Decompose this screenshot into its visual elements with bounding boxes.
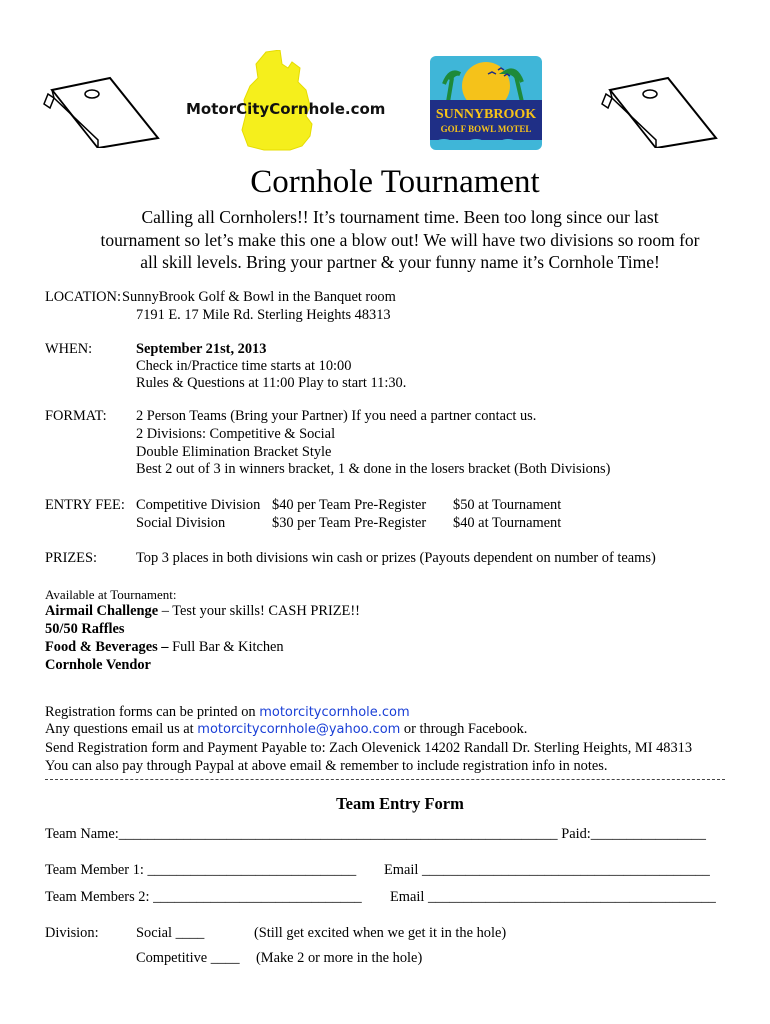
- fee-at-tournament: $40 at Tournament: [453, 515, 562, 531]
- airmail-line: [45, 603, 360, 621]
- competitive-division-field[interactable]: Competitive ____: [136, 950, 240, 966]
- fee-pre-register: $30 per Team Pre-Register: [272, 515, 427, 531]
- member-2-email-field[interactable]: Email ________________________________________: [390, 889, 716, 905]
- email-link[interactable]: motorcitycornhole@yahoo.com: [197, 722, 401, 737]
- cornhole-board-right-icon: [598, 72, 718, 148]
- food-title: Food & Beverages –: [45, 639, 169, 655]
- location-line2: 7191 E. 17 Mile Rd. Sterling Heights 48313: [136, 307, 391, 323]
- brand-text: MotorCityCornhole.com: [186, 100, 386, 118]
- format-label: FORMAT:: [45, 408, 107, 424]
- reg-text: Any questions email us at: [45, 721, 198, 737]
- team-member-2-field[interactable]: Team Members 2: _____________________________: [45, 889, 362, 905]
- location-line1: SunnyBrook Golf & Bowl in the Banquet room: [122, 289, 396, 305]
- format-line: Best 2 out of 3 in winners bracket, 1 & done in the losers bracket (Both Divisions): [136, 461, 611, 477]
- when-rules: Rules & Questions at 11:00 Play to start 11:30.: [136, 375, 407, 391]
- intro-line: all skill levels. Bring your partner & your funny name it’s Cornhole Time!: [140, 252, 660, 272]
- cornhole-board-left-icon: [40, 72, 160, 148]
- entry-form-title: Team Entry Form: [336, 794, 464, 813]
- member-1-email-field[interactable]: Email ________________________________________: [384, 862, 710, 878]
- registration-line4: You can also pay through Paypal at above email & remember to include registration info in notes.: [45, 758, 608, 774]
- registration-line3: Send Registration form and Payment Payable to: Zach Olevenick 14202 Randall Dr. Sterling Heights, MI 48313: [45, 740, 693, 756]
- website-link[interactable]: motorcitycornhole.com: [259, 705, 410, 720]
- registration-line2: [45, 721, 527, 739]
- entry-fee-label: ENTRY FEE:: [45, 497, 125, 513]
- vendor-line: Cornhole Vendor: [45, 657, 151, 673]
- airmail-title: Airmail Challenge: [45, 603, 159, 619]
- intro-line: Calling all Cornholers!! It’s tournament time. Been too long since our last: [141, 207, 659, 227]
- format-line: 2 Divisions: Competitive & Social: [136, 426, 336, 442]
- fee-division: Competitive Division: [136, 497, 261, 513]
- intro-line: tournament so let’s make this one a blow out! We will have two divisions so room for: [100, 229, 700, 250]
- division-label: Division:: [45, 925, 99, 941]
- motel-logo-line1: SUNNYBROOK: [435, 107, 537, 122]
- cut-line-divider: [45, 779, 725, 780]
- airmail-desc: – Test your skills! CASH PRIZE!!: [158, 603, 360, 619]
- fee-pre-register: $40 per Team Pre-Register: [272, 497, 427, 513]
- registration-line1: [45, 704, 410, 722]
- social-note: (Still get excited when we get it in the hole): [254, 925, 507, 941]
- reg-text: or through Facebook.: [400, 721, 528, 737]
- fee-division: Social Division: [136, 515, 226, 531]
- format-line: 2 Person Teams (Bring your Partner) If you need a partner contact us.: [136, 408, 537, 424]
- intro-paragraph: [40, 206, 760, 274]
- when-date: September 21st, 2013: [136, 341, 267, 357]
- food-desc: Full Bar & Kitchen: [168, 639, 284, 655]
- page-title: Cornhole Tournament: [250, 164, 540, 200]
- available-heading: Available at Tournament:: [45, 587, 177, 602]
- location-label: LOCATION:: [45, 289, 121, 305]
- team-member-1-field[interactable]: Team Member 1: _____________________________: [45, 862, 357, 878]
- team-name-field[interactable]: Team Name:_____________________________________________________________ Paid:________________: [45, 826, 706, 842]
- prizes-text: Top 3 places in both divisions win cash or prizes (Payouts dependent on number of teams): [136, 550, 656, 566]
- reg-text: Registration forms can be printed on: [45, 704, 260, 720]
- when-checkin: Check in/Practice time starts at 10:00: [136, 358, 352, 374]
- social-division-field[interactable]: Social ____: [136, 925, 205, 941]
- sunnybrook-motel-logo: [426, 54, 546, 152]
- raffles-line: 50/50 Raffles: [45, 621, 125, 637]
- motel-logo-line2: GOLF BOWL MOTEL: [440, 124, 532, 134]
- food-line: [45, 639, 284, 657]
- format-line: Double Elimination Bracket Style: [136, 444, 332, 460]
- fee-at-tournament: $50 at Tournament: [453, 497, 562, 513]
- competitive-note: (Make 2 or more in the hole): [256, 950, 423, 966]
- when-label: WHEN:: [45, 341, 93, 357]
- prizes-label: PRIZES:: [45, 550, 97, 566]
